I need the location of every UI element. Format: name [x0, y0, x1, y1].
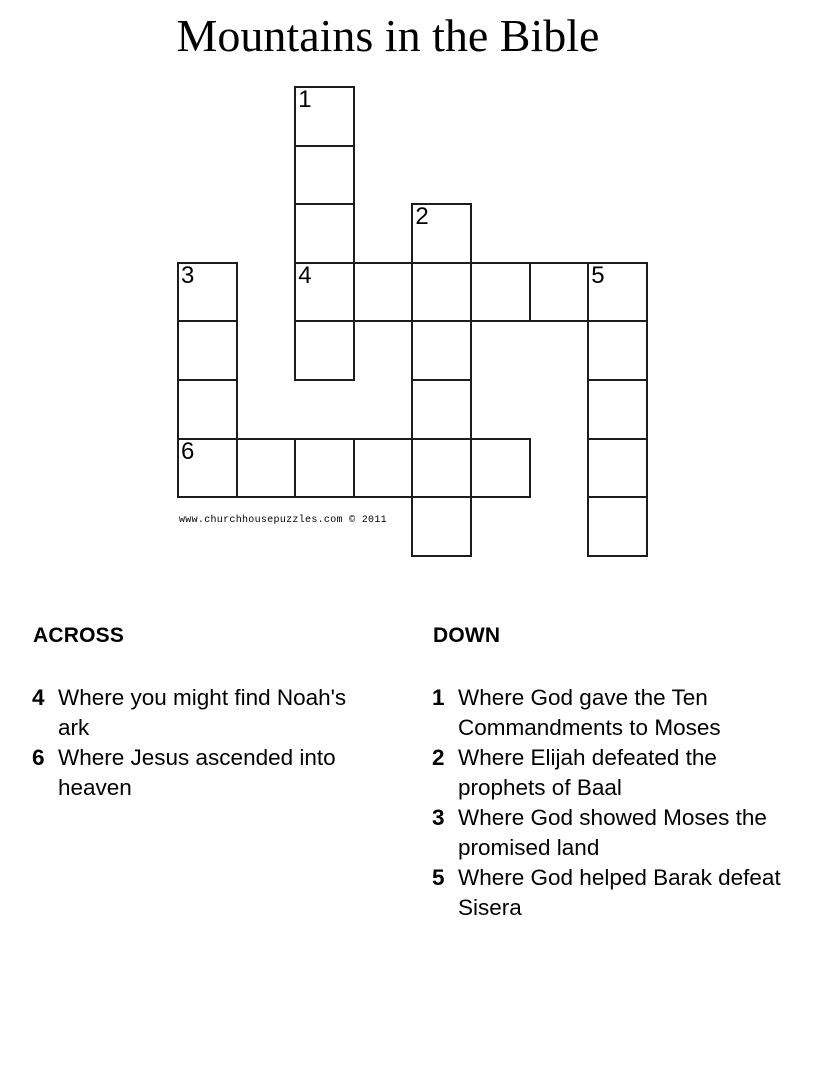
clue-item — [430, 743, 798, 803]
clue-text: Where God showed Moses the promised land — [458, 805, 767, 860]
cell-number: 4 — [298, 261, 312, 289]
grid-cell[interactable] — [411, 379, 472, 440]
grid-cell[interactable] — [529, 262, 590, 323]
grid-cell[interactable] — [294, 86, 355, 147]
clue-item — [30, 743, 358, 803]
down-clue-list — [430, 683, 798, 923]
cell-number: 1 — [298, 86, 312, 113]
grid-cell[interactable] — [587, 438, 648, 499]
grid-cell[interactable] — [587, 320, 648, 381]
cell-number: 3 — [181, 261, 195, 289]
cell-number: 6 — [181, 437, 195, 465]
puzzle-title: Mountains in the Bible — [176, 10, 600, 61]
grid-cell[interactable] — [411, 496, 472, 557]
copyright-text: www.churchhousepuzzles.com © 2011 — [179, 515, 387, 526]
grid-cell[interactable] — [177, 438, 238, 499]
grid-cell[interactable] — [470, 438, 531, 499]
grid-cell[interactable] — [236, 438, 297, 499]
clue-item — [430, 863, 798, 923]
down-heading: DOWN — [433, 624, 501, 647]
grid-cell[interactable] — [587, 379, 648, 440]
clue-text: Where God helped Barak defeat Sisera — [458, 865, 781, 920]
grid-cell[interactable] — [411, 438, 472, 499]
clue-number: 2 — [432, 745, 445, 770]
grid-cell[interactable] — [294, 438, 355, 499]
clue-number: 1 — [432, 685, 445, 710]
across-heading: ACROSS — [33, 624, 125, 647]
grid-cell[interactable] — [587, 262, 648, 323]
grid-cell[interactable] — [294, 262, 355, 323]
clue-item — [30, 683, 358, 743]
cell-number: 5 — [591, 261, 605, 289]
clues-across-section — [30, 624, 358, 803]
grid-cell[interactable] — [411, 320, 472, 381]
grid-cell[interactable] — [294, 320, 355, 381]
grid-cell[interactable] — [587, 496, 648, 557]
clue-text: Where you might find Noah's ark — [58, 685, 347, 740]
grid-cell[interactable] — [294, 145, 355, 206]
grid-cell[interactable] — [470, 262, 531, 323]
across-clue-list — [30, 683, 358, 803]
grid-cell[interactable] — [177, 262, 238, 323]
clue-item — [430, 803, 798, 863]
clue-number: 3 — [432, 805, 445, 830]
grid-cell[interactable] — [353, 262, 414, 323]
clues-down-section — [430, 624, 798, 923]
grid-cell[interactable] — [411, 262, 472, 323]
clue-text: Where God gave the Ten Commandments to Moses — [458, 685, 721, 740]
grid-cell[interactable] — [411, 203, 472, 264]
clue-number: 4 — [32, 685, 45, 710]
clue-text: Where Elijah defeated the prophets of Baal — [458, 745, 717, 800]
grid-cell[interactable] — [353, 438, 414, 499]
grid-cell[interactable] — [294, 203, 355, 264]
clue-number: 6 — [32, 745, 45, 770]
clue-text: Where Jesus ascended into heaven — [58, 745, 336, 800]
grid-cell[interactable] — [177, 320, 238, 381]
clue-item — [430, 683, 798, 743]
grid-cell[interactable] — [177, 379, 238, 440]
cell-number: 2 — [415, 203, 429, 231]
clue-number: 5 — [432, 865, 445, 890]
